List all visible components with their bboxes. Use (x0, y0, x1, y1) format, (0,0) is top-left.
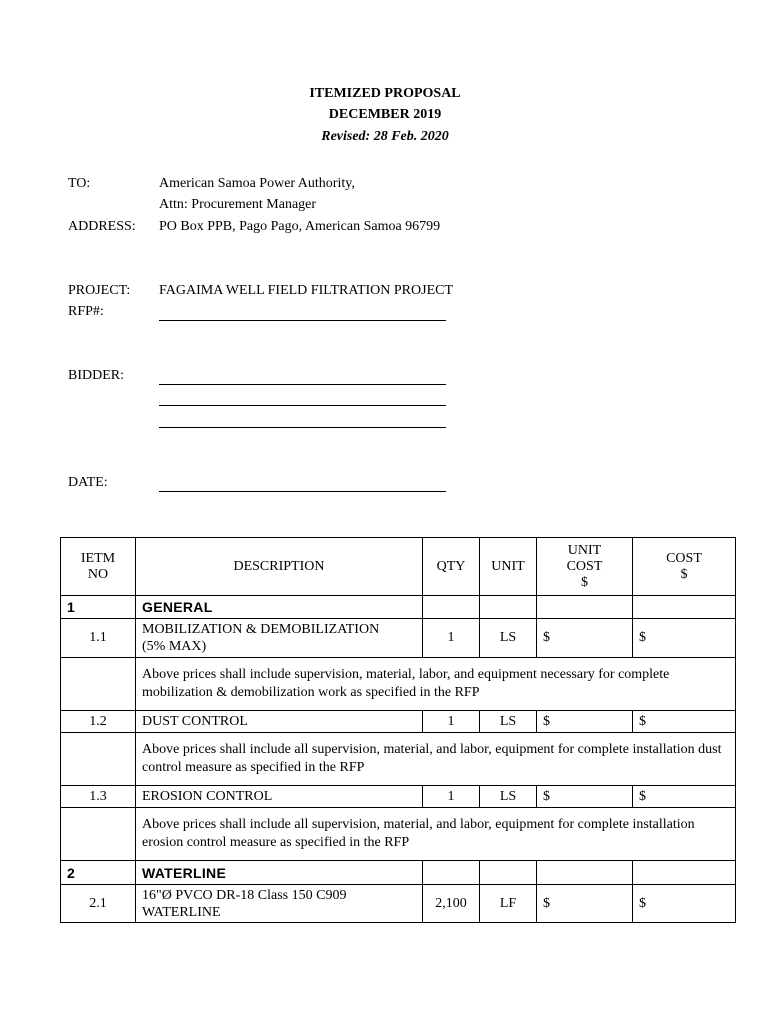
to-line-2: Attn: Procurement Manager (159, 197, 317, 212)
item-unit-cost-cell[interactable]: $ (537, 885, 633, 923)
itemized-table (60, 537, 736, 923)
date-label: DATE: (68, 475, 108, 490)
section-row-general (61, 596, 736, 619)
item-description: DUST CONTROL (136, 711, 423, 733)
header-description: DESCRIPTION (136, 538, 423, 596)
item-qty: 1 (423, 619, 480, 658)
item-qty: 1 (423, 786, 480, 808)
item-note: Above prices shall include all supervision, material, and labor, equipment for complete installation dust control measure as specified in the RFP (136, 733, 736, 786)
item-qty: 1 (423, 711, 480, 733)
item-unit-cost-cell[interactable]: $ (537, 786, 633, 808)
item-cost-cell[interactable]: $ (633, 711, 736, 733)
item-number: 2.1 (61, 885, 136, 923)
header-unit: UNIT (480, 538, 537, 596)
item-description: 16"Ø PVCO DR-18 Class 150 C909 WATERLINE (136, 885, 423, 923)
section-title: WATERLINE (136, 861, 423, 885)
header-qty: QTY (423, 538, 480, 596)
revision-date: Revised: 28 Feb. 2020 (321, 129, 449, 144)
table-row (61, 885, 736, 923)
item-number: 1.1 (61, 619, 136, 658)
item-unit: LS (480, 786, 537, 808)
to-line-1: American Samoa Power Authority, (159, 176, 355, 191)
bidder-blank-line-2[interactable] (159, 405, 446, 406)
project-label: PROJECT: (68, 283, 131, 298)
item-unit-cost-cell[interactable]: $ (537, 619, 633, 658)
item-note: Above prices shall include all supervision, material, and labor, equipment for complete installation erosion control measure as specified in the RFP (136, 808, 736, 861)
address-label: ADDRESS: (68, 219, 136, 234)
item-cost-cell[interactable]: $ (633, 619, 736, 658)
rfp-blank-line[interactable] (159, 320, 446, 321)
header-unit-cost: UNIT COST $ (537, 538, 633, 596)
note-row (61, 733, 736, 786)
item-description: MOBILIZATION & DEMOBILIZATION (5% MAX) (136, 619, 423, 658)
table-row (61, 711, 736, 733)
item-qty: 2,100 (423, 885, 480, 923)
document-title: ITEMIZED PROPOSAL (309, 86, 461, 101)
item-unit-cost-cell[interactable]: $ (537, 711, 633, 733)
bidder-blank-line-3[interactable] (159, 427, 446, 428)
item-note: Above prices shall include supervision, material, labor, and equipment necessary for complete mobilization & demobilization work as specified in the RFP (136, 658, 736, 711)
table-header-row (61, 538, 736, 596)
project-value: FAGAIMA WELL FIELD FILTRATION PROJECT (159, 283, 454, 298)
item-number: 1.2 (61, 711, 136, 733)
address-value: PO Box PPB, Pago Pago, American Samoa 96799 (159, 219, 441, 234)
bidder-blank-line-1[interactable] (159, 384, 446, 385)
date-blank-line[interactable] (159, 491, 446, 492)
section-row-waterline (61, 861, 736, 885)
note-row (61, 658, 736, 711)
header-item-no: IETM NO (61, 538, 136, 596)
item-cost-cell[interactable]: $ (633, 885, 736, 923)
section-number: 1 (61, 596, 136, 619)
item-unit: LF (480, 885, 537, 923)
header-cost: COST $ (633, 538, 736, 596)
section-number: 2 (61, 861, 136, 885)
table-row (61, 786, 736, 808)
item-cost-cell[interactable]: $ (633, 786, 736, 808)
document-date: DECEMBER 2019 (328, 107, 442, 122)
section-title: GENERAL (136, 596, 423, 619)
item-number: 1.3 (61, 786, 136, 808)
item-unit: LS (480, 619, 537, 658)
table-row (61, 619, 736, 658)
to-label: TO: (68, 176, 91, 191)
rfp-label: RFP#: (68, 304, 104, 319)
note-row (61, 808, 736, 861)
item-unit: LS (480, 711, 537, 733)
bidder-label: BIDDER: (68, 368, 124, 383)
item-description: EROSION CONTROL (136, 786, 423, 808)
